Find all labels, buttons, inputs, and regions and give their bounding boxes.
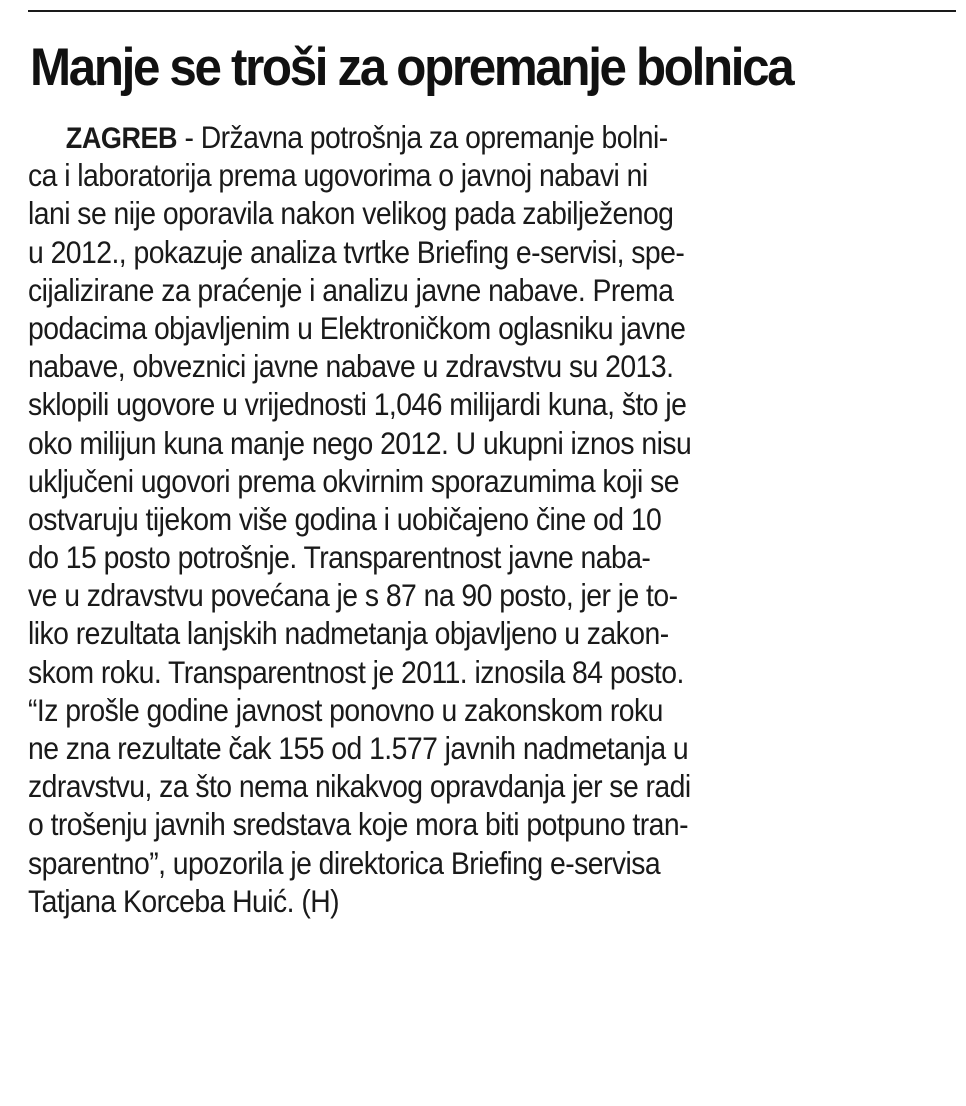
article-line: cijalizirane za praćenje i analizu javne nabave. Prema xyxy=(28,271,674,308)
article-line: sklopili ugovore u vrijednosti 1,046 milijardi kuna, što je xyxy=(28,386,687,423)
article-line-text: Državna potrošnja za opremanje bolni- xyxy=(200,119,668,155)
article-line: liko rezultata lanjskih nadmetanja objavljeno u zakon- xyxy=(28,615,669,652)
article-line-first xyxy=(28,118,856,156)
headline: Manje se troši za opremanje bolnica xyxy=(30,38,793,97)
article-line: o trošenju javnih sredstava koje mora biti potpuno tran- xyxy=(28,806,688,843)
article-line: zdravstvu, za što nema nikakvog opravdanja jer se radi xyxy=(28,768,691,805)
article-line: oko milijun kuna manje nego 2012. U ukupni iznos nisu xyxy=(28,424,692,461)
article-line: lani se nije oporavila nakon velikog pada zabilježenog xyxy=(28,195,674,232)
article-line: skom roku. Transparentnost je 2011. iznosila 84 posto. xyxy=(28,653,684,690)
top-rule xyxy=(28,10,956,12)
article-line: do 15 posto potrošnje. Transparentnost javne naba- xyxy=(28,539,651,576)
article-line: podacima objavljenim u Elektroničkom oglasniku javne xyxy=(28,309,686,346)
article-line: Tatjana Korceba Huić. (H) xyxy=(28,882,340,919)
dateline-separator: - xyxy=(177,119,201,155)
article-line: ne zna rezultate čak 155 od 1.577 javnih nadmetanja u xyxy=(28,730,689,766)
article-line: sparentno”, upozorila je direktorica Briefing e-servisa xyxy=(28,844,661,881)
article-body xyxy=(28,118,948,920)
article-line: ostvaruju tijekom više godina i uobičajeno čine od 10 xyxy=(28,500,662,537)
article-line: “Iz prošle godine javnost ponovno u zakonskom roku xyxy=(28,691,663,728)
article-line: ve u zdravstvu povećana je s 87 na 90 posto, jer je to- xyxy=(28,577,678,614)
article-line: ca i laboratorija prema ugovorima o javnoj nabavi ni xyxy=(28,157,648,194)
article-line: uključeni ugovori prema okvirnim sporazumima koji se xyxy=(28,462,680,499)
article-line: nabave, obveznici javne nabave u zdravstvu su 2013. xyxy=(28,348,674,385)
dateline: ZAGREB xyxy=(65,122,178,155)
article-line: u 2012., pokazuje analiza tvrtke Briefing e-servisi, spe- xyxy=(28,233,685,270)
